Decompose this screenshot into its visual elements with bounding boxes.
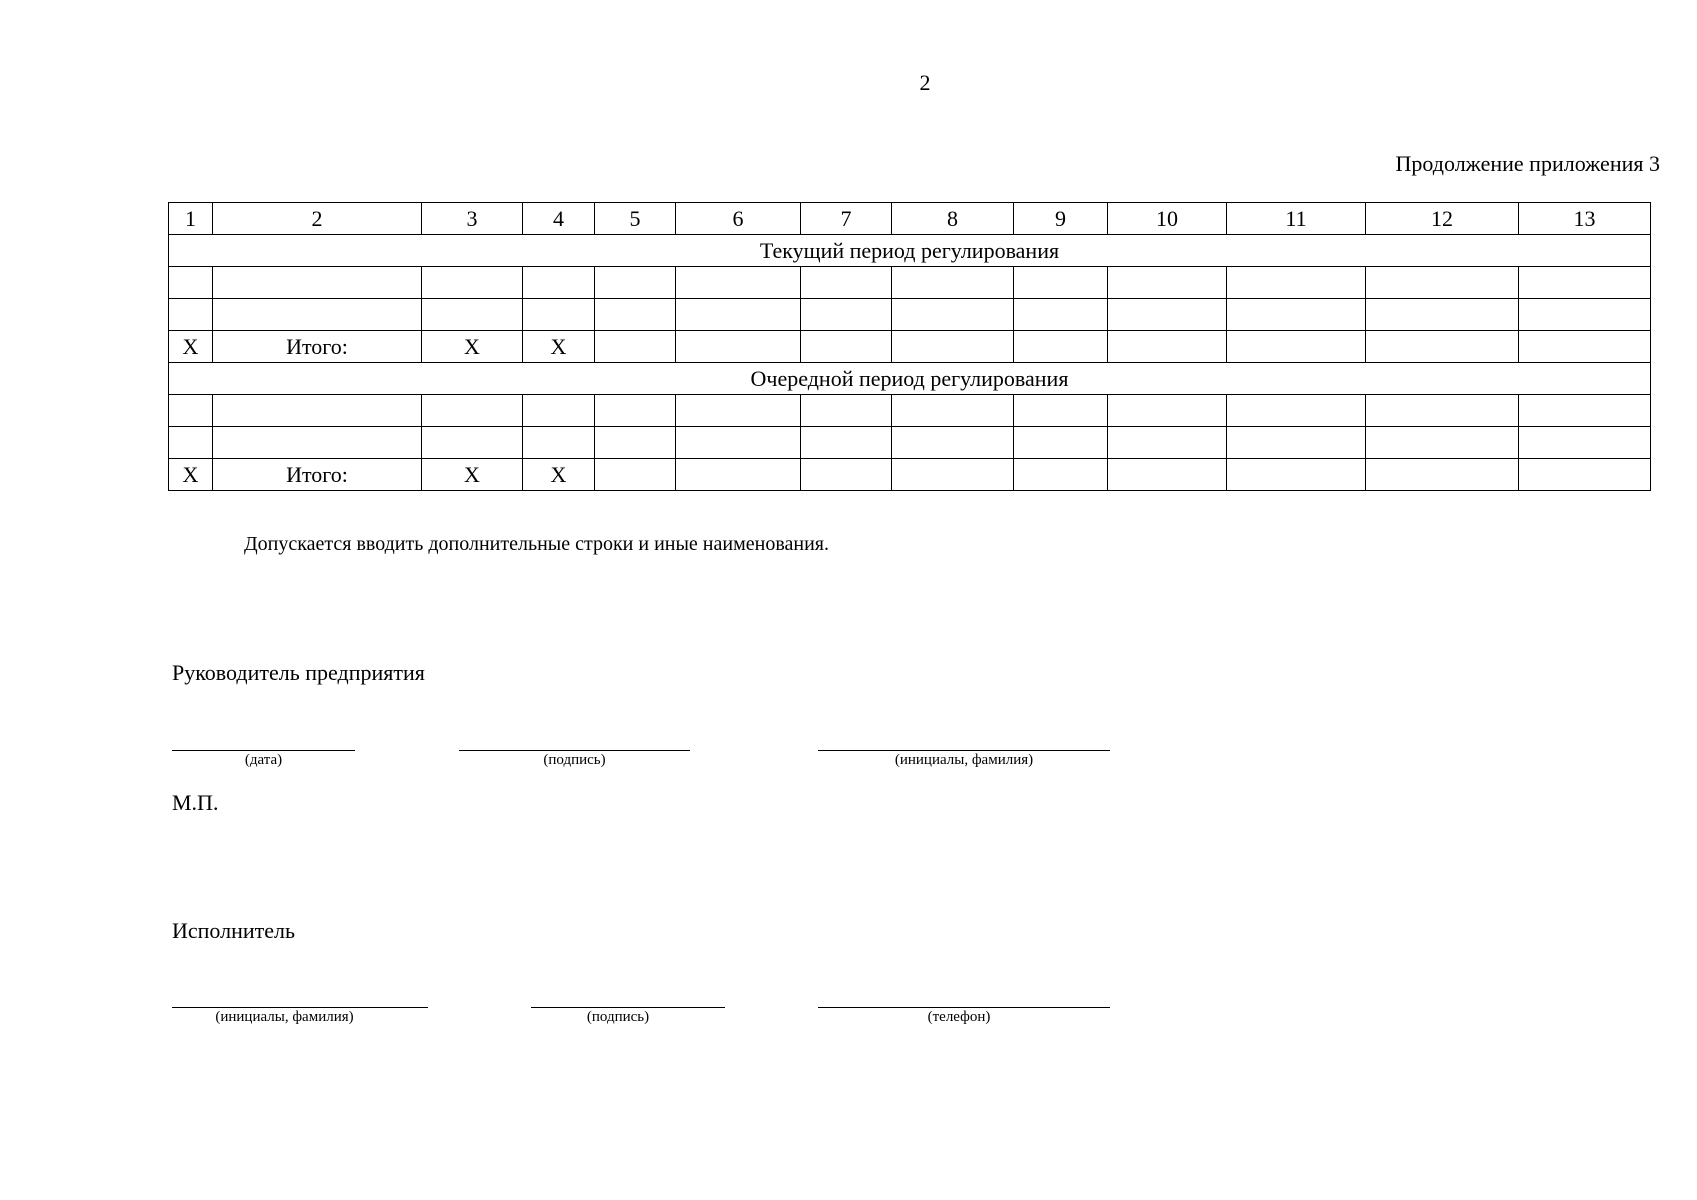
header-cell: 1 — [169, 203, 213, 235]
table-row — [169, 299, 1651, 331]
table-header-row — [169, 203, 1651, 235]
header-cell: 9 — [1014, 203, 1108, 235]
head-signature-line — [459, 750, 690, 751]
executor-signature-line — [531, 1007, 725, 1008]
total-label: Итого: — [213, 459, 422, 491]
stamp-label: М.П. — [172, 790, 219, 815]
page-number: 2 — [919, 70, 931, 95]
total-label: Итого: — [213, 331, 422, 363]
table-row — [169, 427, 1651, 459]
date-caption: (дата) — [244, 752, 283, 768]
executor-signature-caption: (подпись) — [586, 1009, 650, 1025]
table-row — [169, 395, 1651, 427]
header-cell: 7 — [801, 203, 892, 235]
section-title-current: Текущий период регулирования — [169, 235, 1651, 267]
appendix-note: Продолжение приложения 3 — [1395, 151, 1660, 176]
date-line — [172, 750, 355, 751]
table-row — [169, 267, 1651, 299]
header-cell: 6 — [676, 203, 801, 235]
header-cell: 5 — [595, 203, 676, 235]
header-cell: 8 — [892, 203, 1014, 235]
note-text: Допускается вводить дополнительные строки и иные наименования. — [244, 533, 829, 555]
section-row-current — [169, 235, 1651, 267]
x-mark: X — [523, 459, 595, 491]
data-table — [168, 202, 1651, 491]
section-row-next — [169, 363, 1651, 395]
header-cell: 12 — [1366, 203, 1519, 235]
phone-caption: (телефон) — [927, 1009, 991, 1025]
header-cell: 2 — [213, 203, 422, 235]
section-title-next: Очередной период регулирования — [169, 363, 1651, 395]
header-cell: 11 — [1227, 203, 1366, 235]
total-row-current — [169, 331, 1651, 363]
header-cell: 3 — [422, 203, 523, 235]
head-title: Руководитель предприятия — [172, 660, 425, 685]
executor-title: Исполнитель — [172, 918, 296, 943]
x-mark: X — [169, 331, 213, 363]
x-mark: X — [169, 459, 213, 491]
head-name-caption: (инициалы, фамилия) — [894, 752, 1034, 768]
header-cell: 10 — [1108, 203, 1227, 235]
header-cell: 4 — [523, 203, 595, 235]
x-mark: X — [422, 459, 523, 491]
head-name-line — [818, 750, 1110, 751]
executor-name-line — [172, 1007, 428, 1008]
x-mark: X — [523, 331, 595, 363]
phone-line — [818, 1007, 1110, 1008]
executor-name-caption: (инициалы, фамилия) — [215, 1009, 354, 1025]
header-cell: 13 — [1519, 203, 1651, 235]
x-mark: X — [422, 331, 523, 363]
head-signature-caption: (подпись) — [543, 752, 606, 768]
total-row-next — [169, 459, 1651, 491]
